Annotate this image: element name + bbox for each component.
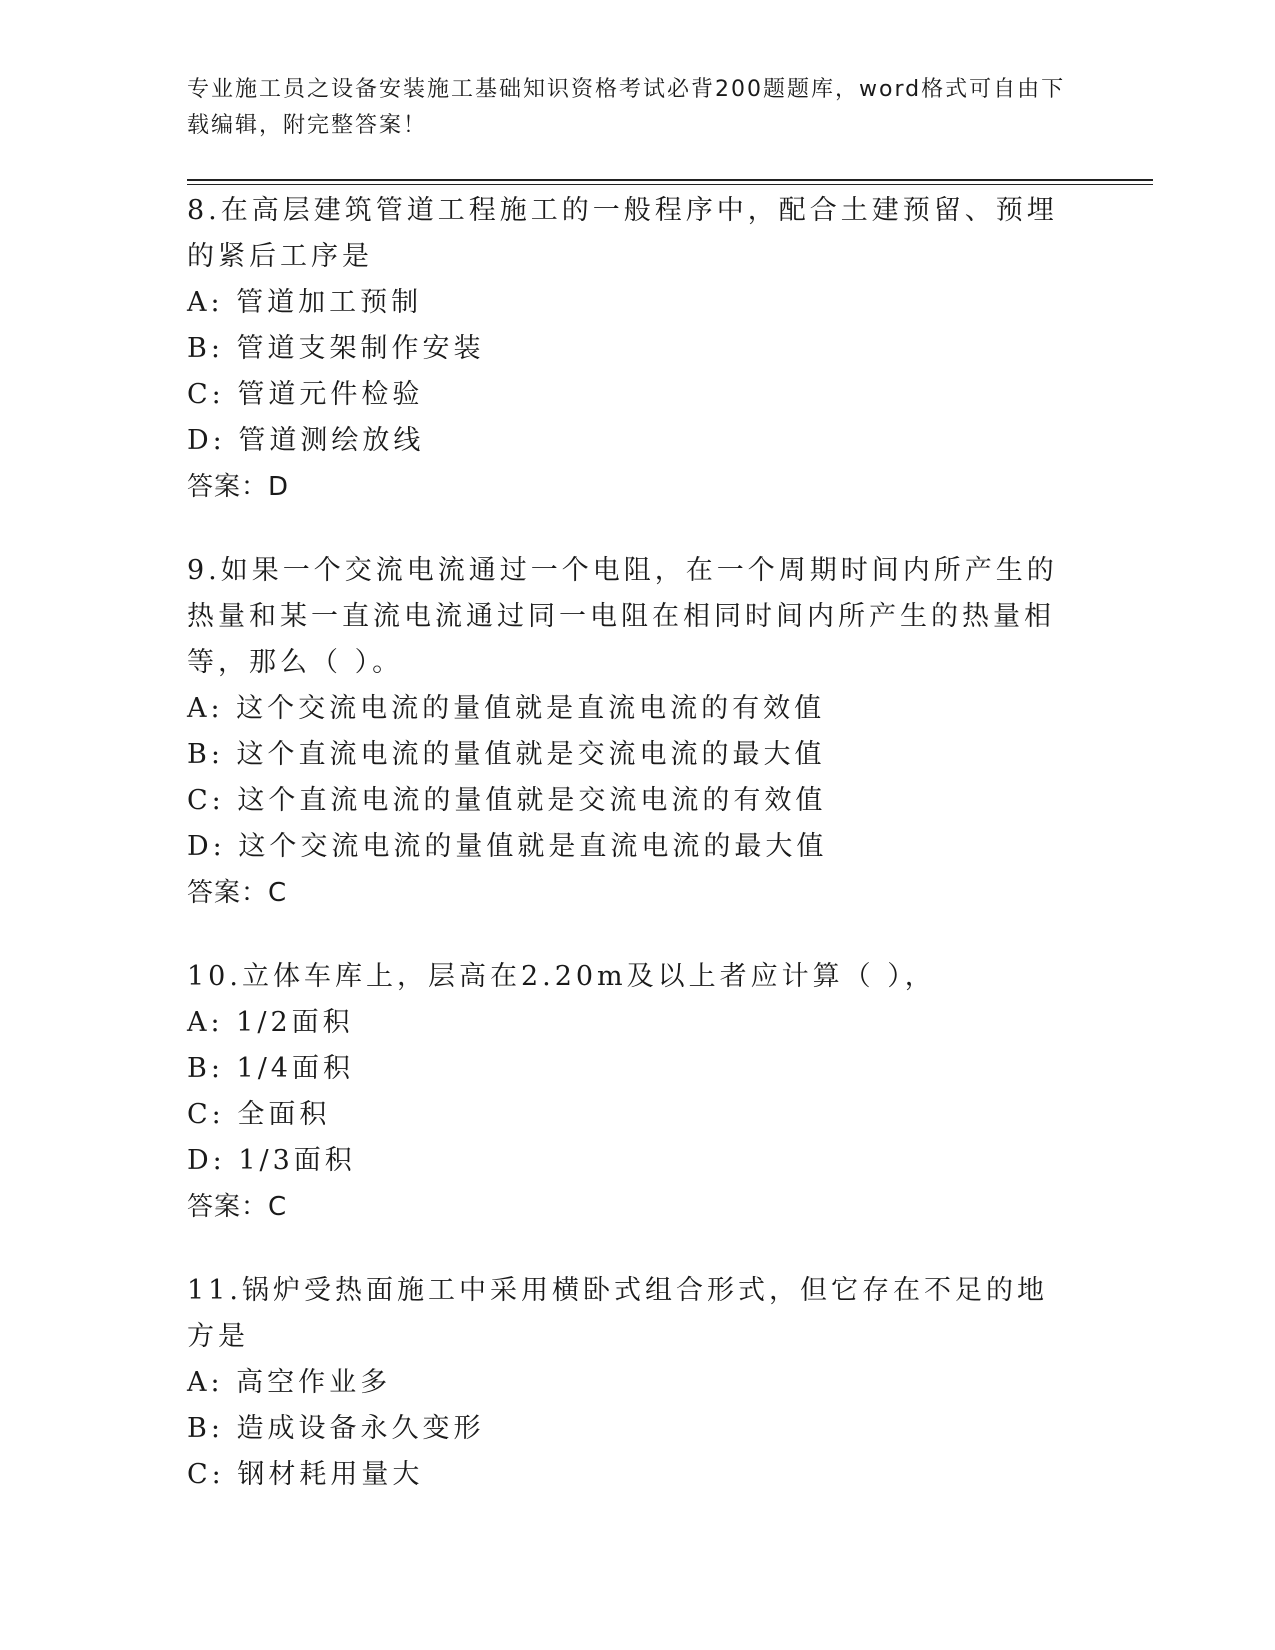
document-header: 专业施工员之设备安装施工基础知识资格考试必背200题题库，word格式可自由下载编辑，附完整答案！ — [187, 77, 1066, 138]
question-stem: 11.锅炉受热面施工中采用横卧式组合形式，但它存在不足的地方是 — [187, 1275, 1048, 1352]
question-list — [187, 188, 1067, 1536]
question-stem: 10.立体车库上，层高在2.20m及以上者应计算（ ）， — [187, 961, 936, 992]
question-item — [187, 188, 1067, 510]
question-stem: 9.如果一个交流电流通过一个电阻，在一个周期时间内所产生的热量和某一直流电流通过同一电阻在相同时间内所产生的热量相等，那么（ ）。 — [187, 555, 1058, 678]
answer-line: 答案：D — [187, 472, 290, 502]
question-stem: 8.在高层建筑管道工程施工的一般程序中，配合土建预留、预埋的紧后工序是 — [187, 195, 1058, 272]
header-divider-thick — [187, 179, 1153, 181]
option-b: B: 1/4面积 — [187, 1053, 354, 1084]
answer-line: 答案：C — [187, 1192, 288, 1222]
option-d: D: 管道测绘放线 — [187, 425, 425, 456]
question-item — [187, 954, 1067, 1230]
option-a: A: 1/2面积 — [187, 1007, 354, 1038]
option-a: A: 高空作业多 — [187, 1367, 392, 1398]
option-c: C: 钢材耗用量大 — [187, 1459, 424, 1490]
option-b: B: 造成设备永久变形 — [187, 1413, 485, 1444]
option-d: D: 1/3面积 — [187, 1145, 356, 1176]
question-item — [187, 1268, 1067, 1498]
option-c: C: 这个直流电流的量值就是交流电流的有效值 — [187, 785, 827, 816]
header-divider-thin — [187, 184, 1153, 185]
option-a: A: 这个交流电流的量值就是直流电流的有效值 — [187, 693, 826, 724]
option-a: A: 管道加工预制 — [187, 287, 423, 318]
question-item — [187, 548, 1067, 916]
option-c: C: 全面积 — [187, 1099, 331, 1130]
answer-line: 答案：C — [187, 878, 288, 908]
option-d: D: 这个交流电流的量值就是直流电流的最大值 — [187, 831, 828, 862]
option-b: B: 管道支架制作安装 — [187, 333, 485, 364]
option-c: C: 管道元件检验 — [187, 379, 424, 410]
option-b: B: 这个直流电流的量值就是交流电流的最大值 — [187, 739, 826, 770]
